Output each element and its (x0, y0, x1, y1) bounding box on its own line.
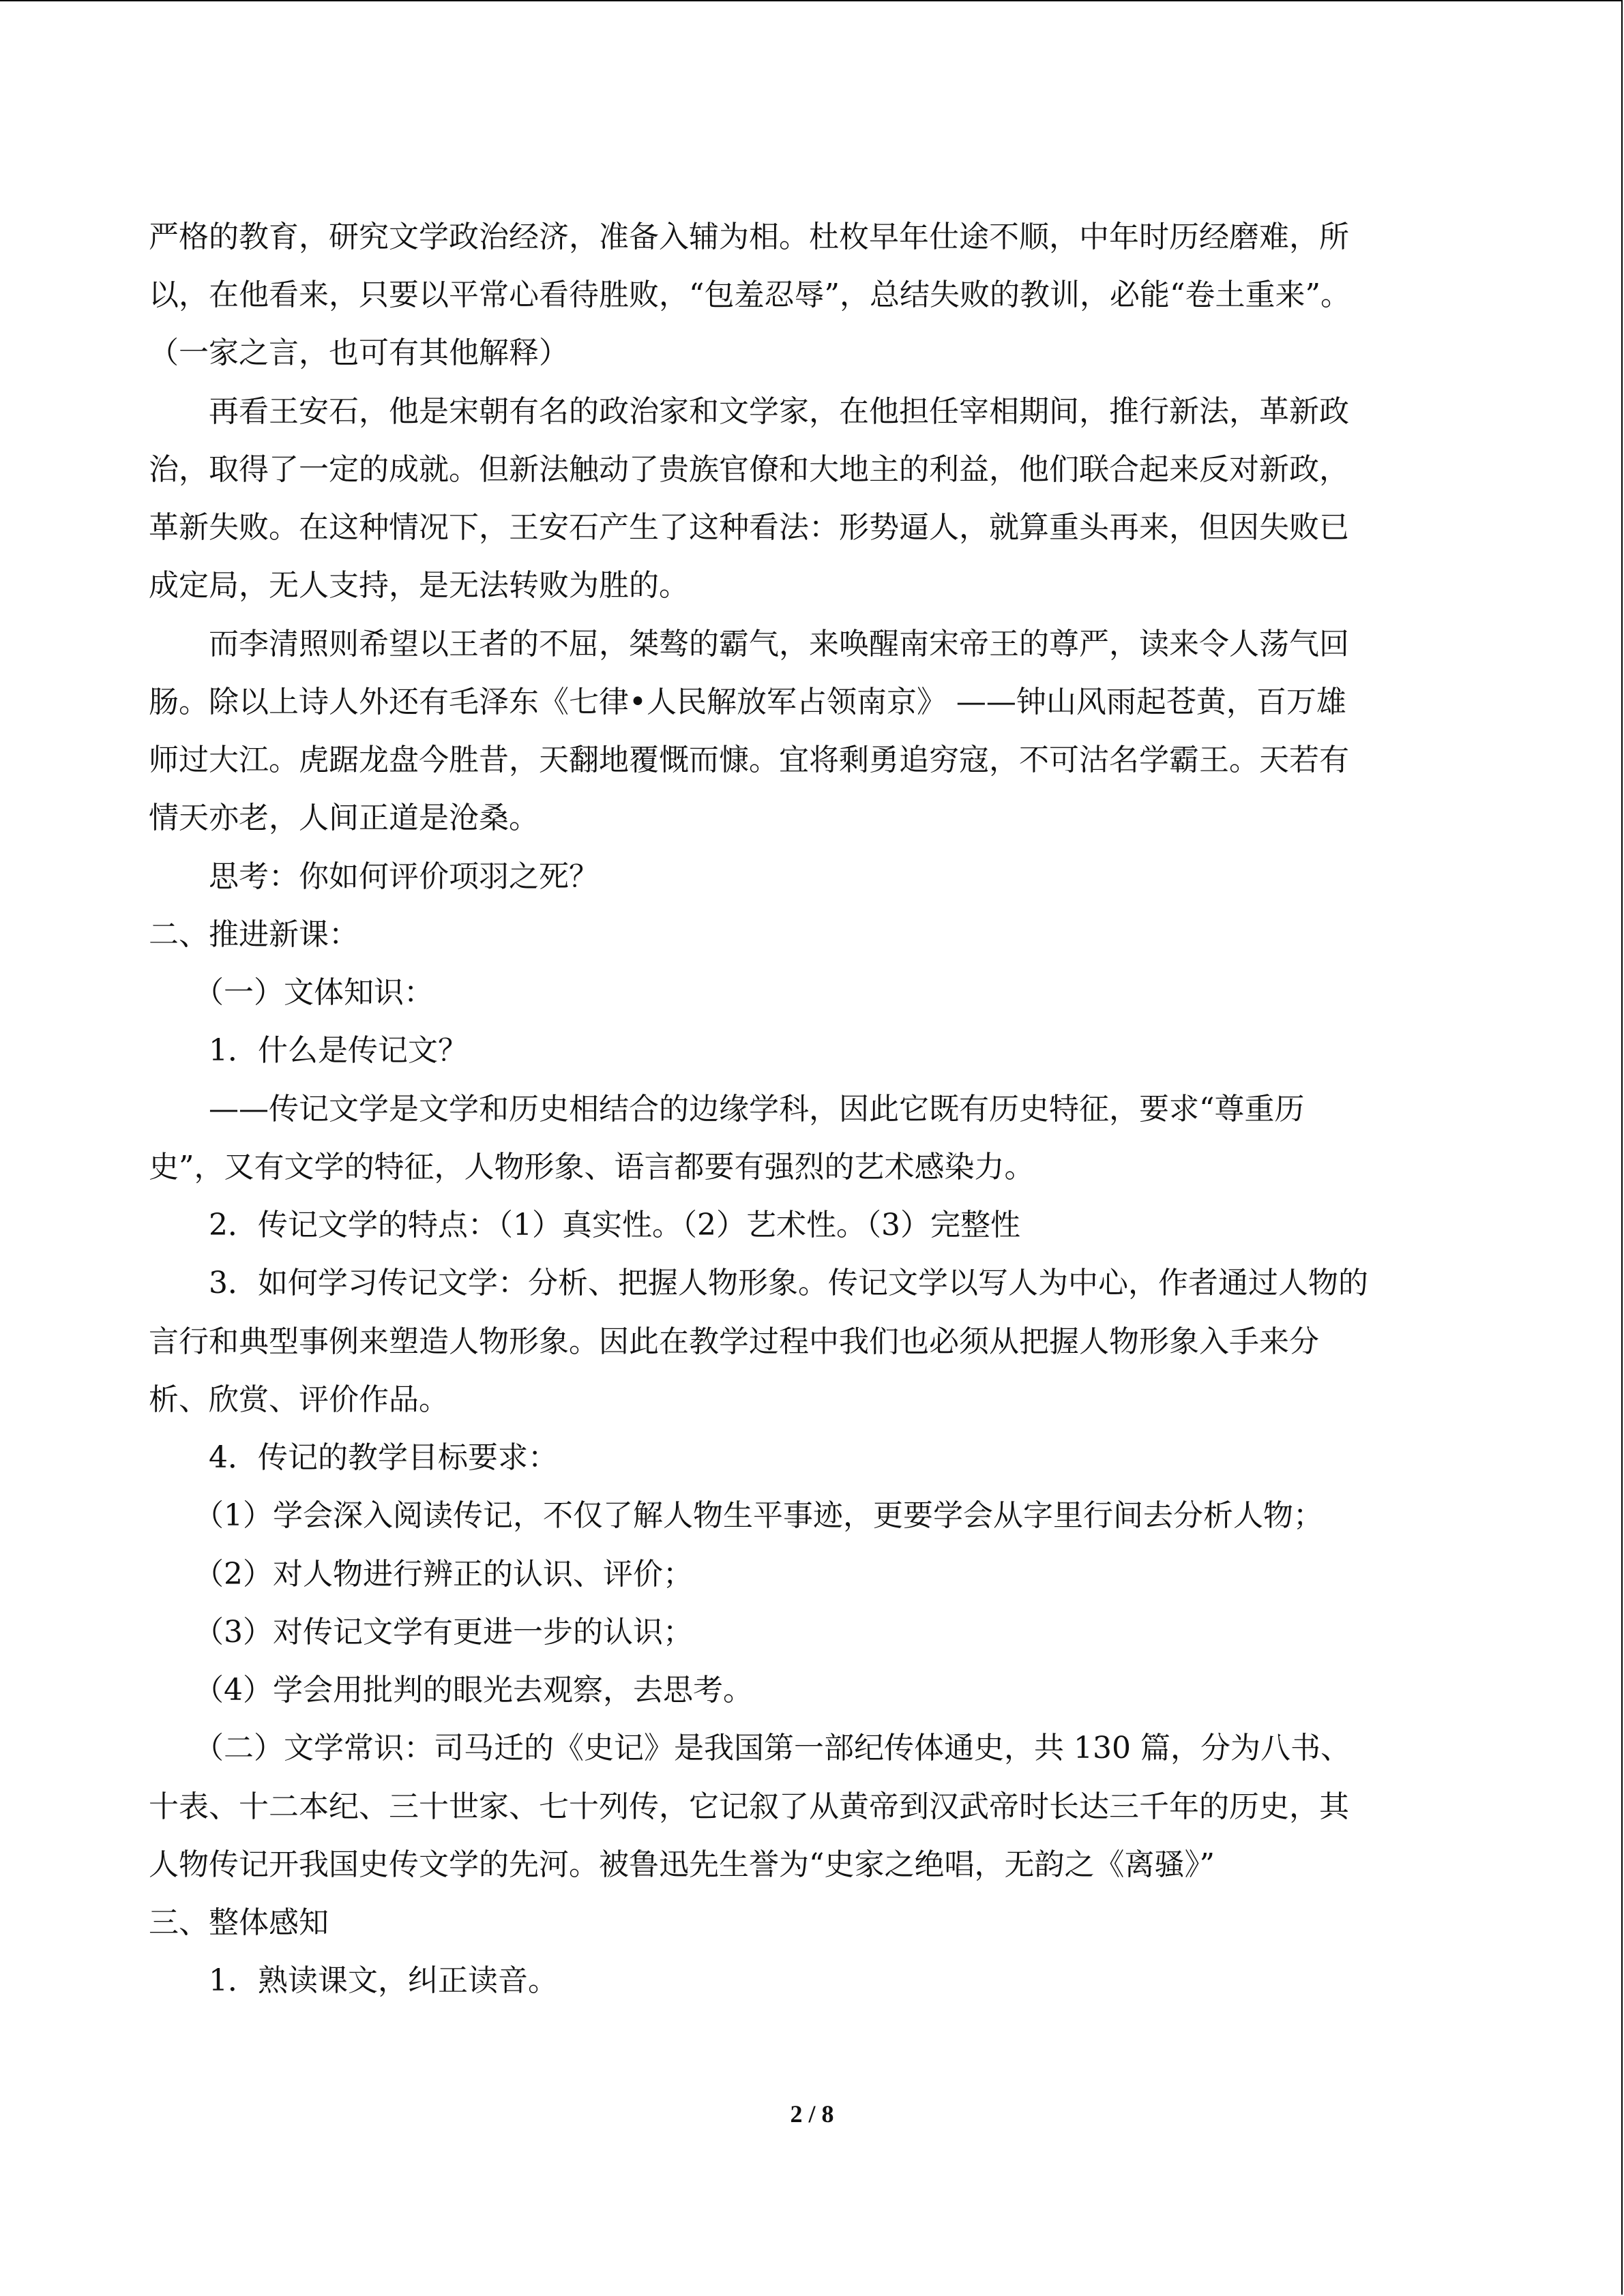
subsection-heading: （一）文体知识： (149, 975, 434, 1010)
list-item: （3）对传记文学有更进一步的认识； (149, 1615, 693, 1650)
text-line: 1．熟读课文，纠正读音。 (149, 1963, 558, 1998)
text-line: 人物传记开我国史传文学的先河。被鲁迅先生誉为“史家之绝唱，无韵之《离骚》” (149, 1847, 1215, 1882)
text-line: 再看王安石，他是宋朝有名的政治家和文学家，在他担任宰相期间，推行新法，革新政 (149, 394, 1349, 429)
text-line: 2．传记文学的特点：（1）真实性。（2）艺术性。（3）完整性 (149, 1208, 1020, 1242)
text-line: 1．什么是传记文？ (149, 1033, 468, 1068)
page-number: 2 / 8 (790, 2100, 834, 2128)
text-line: 析、欣赏、评价作品。 (149, 1382, 449, 1417)
text-line: 言行和典型事例来塑造人物形象。因此在教学过程中我们也必须从把握人物形象入手来分 (149, 1324, 1319, 1359)
text-line: 情天亦老，人间正道是沧桑。 (149, 801, 539, 835)
text-line: 4．传记的教学目标要求： (149, 1440, 558, 1475)
text-line: 十表、十二本纪、三十世家、七十列传，它记叙了从黄帝到汉武帝时长达三千年的历史，其 (149, 1789, 1349, 1824)
text-line: 师过大江。虎踞龙盘今胜昔，天翻地覆慨而慷。宜将剩勇追穷寇，不可沽名学霸王。天若有 (149, 743, 1349, 777)
list-item: （1）学会深入阅读传记，不仅了解人物生平事迹，更要学会从字里行间去分析人物； (149, 1498, 1323, 1533)
text-line: 史”，又有文学的特征，人物形象、语言都要有强烈的艺术感染力。 (149, 1150, 1035, 1184)
text-line: 肠。除以上诗人外还有毛泽东《七律•人民解放军占领南京》 ——钟山风雨起苍黄，百万雄 (149, 685, 1346, 719)
text-line: 思考：你如何评价项羽之死？ (149, 859, 599, 894)
text-line: 革新失败。在这种情况下，王安石产生了这种看法：形势逼人，就算重头再来，但因失败已 (149, 510, 1349, 545)
text-line: 严格的教育，研究文学政治经济，准备入辅为相。杜枚早年仕途不顺，中年时历经磨难，所 (149, 220, 1349, 254)
text-line: 3．如何学习传记文学：分析、把握人物形象。传记文学以写人为中心，作者通过人物的 (149, 1266, 1368, 1300)
text-line: 治，取得了一定的成就。但新法触动了贵族官僚和大地主的利益，他们联合起来反对新政， (149, 452, 1349, 487)
text-line: （一家之言，也可有其他解释） (149, 336, 569, 370)
list-item: （2）对人物进行辨正的认识、评价； (149, 1557, 693, 1592)
text-line: ——传记文学是文学和历史相结合的边缘学科，因此它既有历史特征，要求“尊重历 (149, 1092, 1305, 1127)
list-item: （4）学会用批判的眼光去观察，去思考。 (149, 1673, 753, 1708)
text-line: （二）文学常识：司马迁的《史记》是我国第一部纪传体通史，共 130 篇，分为八书、 (149, 1731, 1350, 1765)
section-heading: 二、推进新课： (149, 917, 359, 952)
text-line: 而李清照则希望以王者的不屈，桀骜的霸气，来唤醒南宋帝王的尊严，读来令人荡气回 (149, 627, 1349, 661)
text-line: 以，在他看来，只要以平常心看待胜败，“包羞忍辱”，总结失败的教训，必能“卷土重来”。 (149, 278, 1350, 312)
section-heading: 三、整体感知 (149, 1905, 329, 1940)
text-line: 成定局，无人支持，是无法转败为胜的。 (149, 568, 689, 603)
